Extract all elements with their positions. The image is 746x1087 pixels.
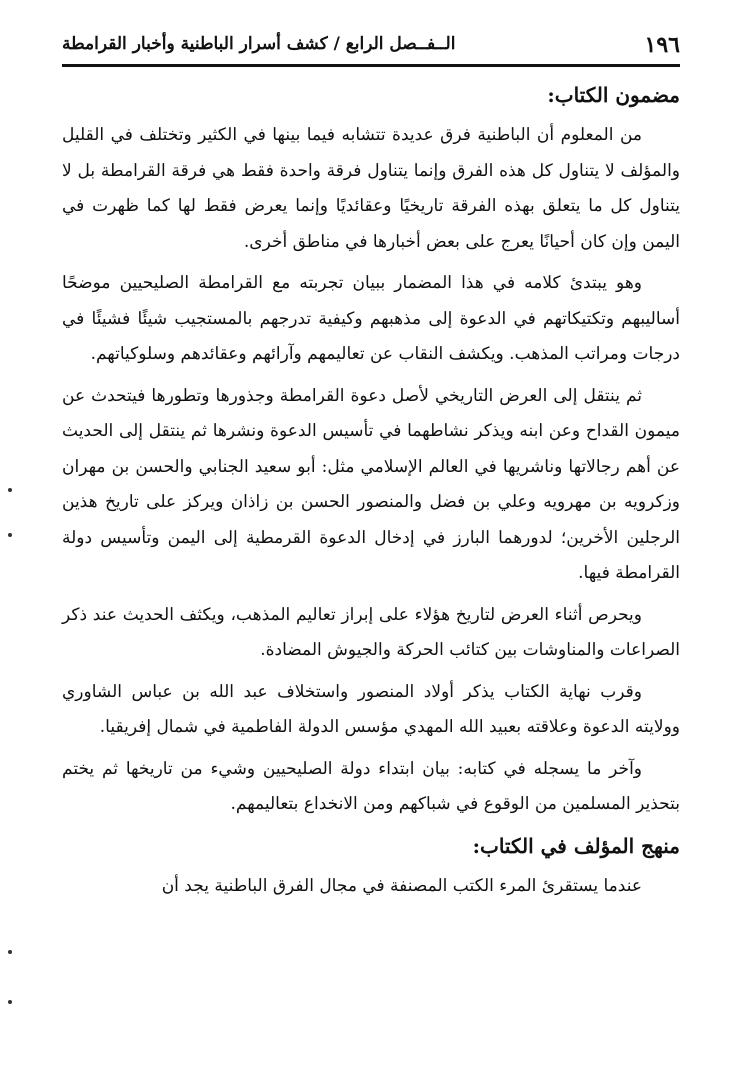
- section-heading-contents: مضمون الكتاب:: [547, 83, 680, 107]
- paragraph: عندما يستقرئ المرء الكتب المصنفة في مجال الفرق الباطنية يجد أن: [161, 875, 642, 896]
- page-header: [62, 28, 680, 64]
- running-title: الــفــصل الرابع / كشف أسرار الباطنية وأخبار القرامطة: [62, 34, 456, 54]
- paragraph: وقرب نهاية الكتاب يذكر أولاد المنصور واستخلاف عبد الله بن عباس الشاوري وولايته الدعوة وعلاقته بعبيد الله المهدي مؤسس الدولة الفاطمية في شمال إفريقيا.: [62, 681, 680, 737]
- margin-mark: [8, 950, 12, 954]
- page-number: ١٩٦: [644, 32, 680, 58]
- paragraph: من المعلوم أن الباطنية فرق عديدة تتشابه فيما بينها في الكثير وتختلف في القليل والمؤلف لا يتناول كل هذه الفرق وإنما يتناول فرقة واحدة فقط هي فرقة القرامطة بل لا يتناول كل ما يتعلق بهذه الفرقة تاريخيًا وعقائديًا وإنما يعرض فقط لها كما ظهرت في اليمن وإن كان أحيانًا يعرج على بعض أخبارها في مناطق أخرى.: [62, 125, 680, 252]
- paragraph: ثم ينتقل إلى العرض التاريخي لأصل دعوة القرامطة وجذورها وتطورها فيتحدث عن ميمون القداح وعن ابنه ويذكر نشاطهما في تأسيس الدعوة ونشرها ثم ينتقل إلى الحديث عن أهم رجالاتها وناشريها في العالم الإسلامي مثل: أبو سعيد الجنابي والحسن بن مهران وزكرويه بن مهرويه وعلي بن فضل والمنصور الحسن بن زاذان ويركز على تاريخ هذين الرجلين الأخرين؛ لدورهما البارز في إدخال الدعوة القرمطية إلى اليمن وتأسيس دولة القرامطة فيها.: [62, 385, 680, 583]
- header-rule: [62, 64, 680, 67]
- page-content: [62, 78, 680, 910]
- margin-mark: [8, 488, 12, 492]
- paragraph: ويحرص أثناء العرض لتاريخ هؤلاء على إبراز تعاليم المذهب، ويكثف الحديث عند ذكر الصراعات والمناوشات بين كتائب الحركة والجيوش المضادة.: [62, 604, 680, 660]
- margin-mark: [8, 1000, 12, 1004]
- section-heading-method: منهج المؤلف في الكتاب:: [472, 833, 680, 858]
- paragraph: وآخر ما يسجله في كتابه: بيان ابتداء دولة الصليحيين وشيء من تاريخها ثم يختم بتحذير المسلمين من الوقوع في شباكهم ومن الانخداع بتعاليمهم.: [62, 758, 680, 814]
- margin-mark: [8, 533, 12, 537]
- paragraph: وهو يبتدئ كلامه في هذا المضمار ببيان تجربته مع القرامطة الصليحيين موضحًا أساليبهم وتكتيكاتهم في الدعوة إلى مذهبهم وكيفية تدرجهم بالمستجيب شيئًا فشيئًا في درجات ومراتب المذهب. ويكشف النقاب عن تعاليمهم وآرائهم وعقائدهم وسلوكياتهم.: [62, 273, 680, 364]
